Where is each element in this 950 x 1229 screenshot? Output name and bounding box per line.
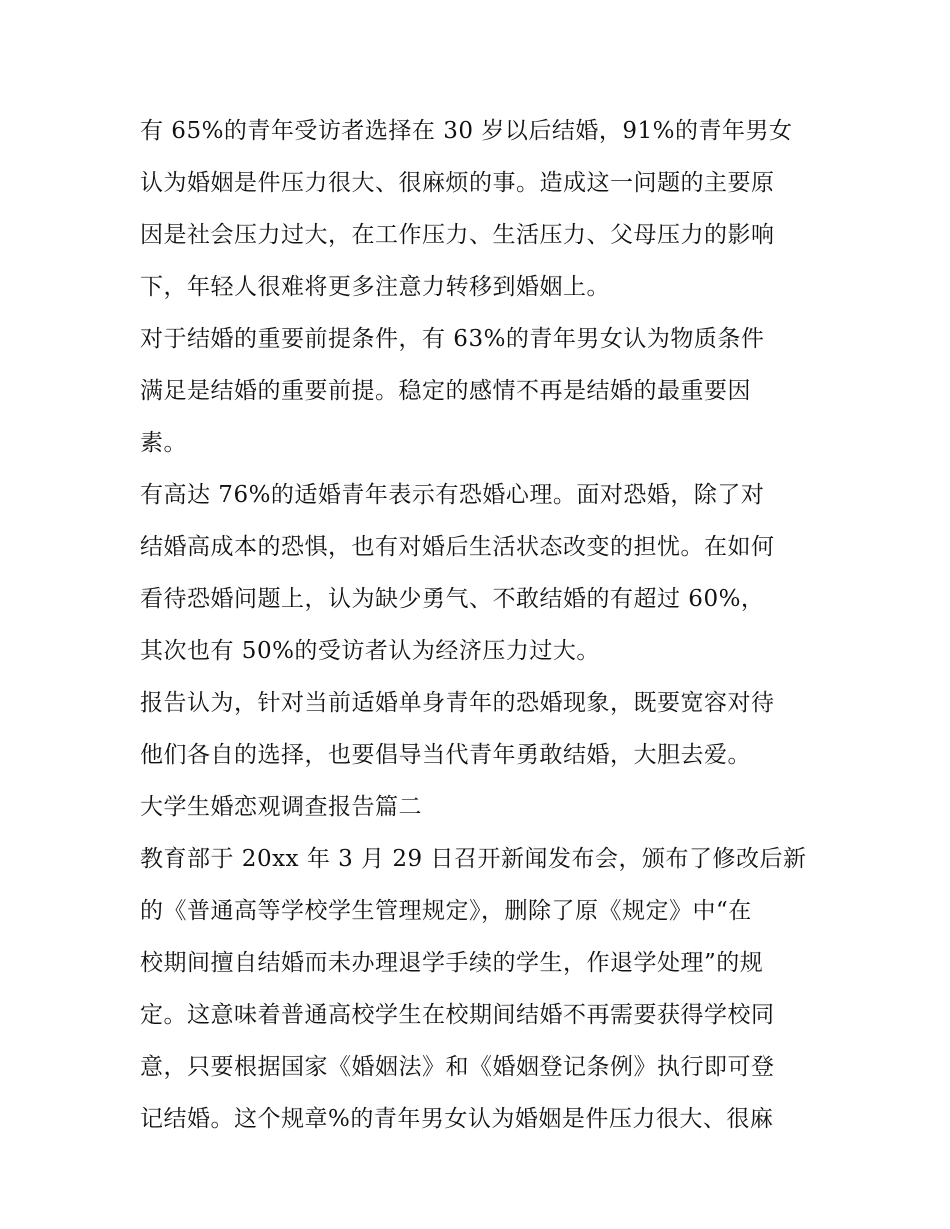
text-line: 其次也有 50%的受访者认为经济压力过大。: [140, 638, 600, 664]
text-line: 有高达 76%的适婚青年表示有恐婚心理。面对恐婚，除了对: [140, 482, 765, 508]
text-line: 的《普通高等学校学生管理规定》，删除了原《规定》中“在: [140, 898, 752, 924]
text-line: 满足是结婚的重要前提。稳定的感情不再是结婚的最重要因: [140, 378, 751, 404]
document-body: [140, 105, 820, 1145]
text-line: 对于结婚的重要前提条件，有 63%的青年男女认为物质条件: [140, 326, 765, 352]
text-line: 记结婚。这个规章%的青年男女认为婚姻是件压力很大、很麻: [140, 1106, 774, 1132]
text-line: 定。这意味着普通高校学生在校期间结婚不再需要获得学校同: [140, 1002, 775, 1028]
text-line: 下，年轻人很难将更多注意力转移到婚姻上。: [140, 274, 610, 300]
text-line: 因是社会压力过大，在工作压力、生活压力、父母压力的影响: [140, 222, 775, 248]
section-heading: 大学生婚恋观调查报告篇二: [140, 794, 422, 820]
text-line: 认为婚姻是件压力很大、很麻烦的事。造成这一问题的主要原: [140, 170, 775, 196]
text-line: 意，只要根据国家《婚姻法》和《婚姻登记条例》执行即可登: [140, 1054, 775, 1080]
text-line: 有 65%的青年受访者选择在 30 岁以后结婚，91%的青年男女: [140, 118, 793, 144]
text-line: 他们各自的选择，也要倡导当代青年勇敢结婚，大胆去爱。: [140, 742, 751, 768]
text-line: 结婚高成本的恐惧，也有对婚后生活状态改变的担忧。在如何: [140, 534, 775, 560]
text-line: 看待恐婚问题上，认为缺少勇气、不敢结婚的有超过 60%，: [140, 586, 765, 612]
text-line: 教育部于 20xx 年 3 月 29 日召开新闻发布会，颁布了修改后新: [140, 846, 807, 872]
text-line: 报告认为，针对当前适婚单身青年的恐婚现象，既要宽容对待: [140, 690, 775, 716]
text-line: 校期间擅自结婚而未办理退学手续的学生，作退学处理”的规: [140, 950, 764, 976]
text-line: 素。: [140, 430, 187, 456]
